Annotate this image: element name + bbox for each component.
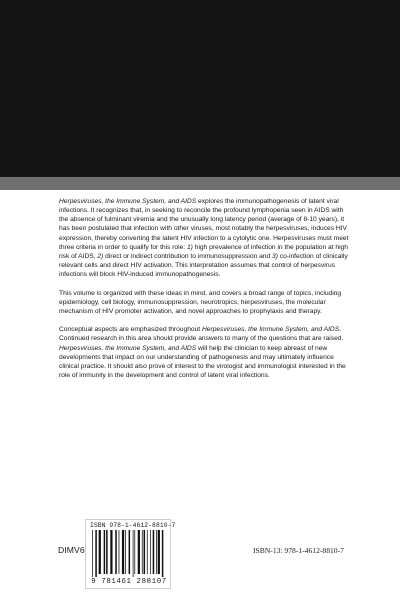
isbn-13-label: ISBN-13: 978-1-4612-8810-7 xyxy=(253,546,344,555)
barcode-bar xyxy=(144,530,146,574)
barcode-bars xyxy=(92,530,166,577)
barcode-bar xyxy=(125,530,126,574)
barcode-bar xyxy=(95,530,97,577)
imprint-code: DIMV6 xyxy=(58,545,85,555)
barcode-bar xyxy=(115,530,117,574)
description-paragraph-1: Herpesviruses, the Immune System, and AIDS explores the immunopathogenesis of latent viral infections. It recognizes that, in seeking to reconcile the profound lymphopenia seen in AIDS with the absence of fulminant viremia and the unusually long latency period (average of 8-10 years), it has been postulated that infection with other viruses, most notably the herpesviruses, induces HIV expression, thereby converting the latent HIV infection to a cytolytic one. Herpesviruses must meet three criteria in order to qualify for this role: 1) high prevalence of infection in the population at high risk of AIDS, 2) direct or indirect contribution to immunosuppression and 3) co-infection of clinically relevant cells and direct HIV activation. This interpretation assumes that control of herpesvirus infections will block HIV-induced immunopathogenesis. xyxy=(59,198,349,279)
description-paragraph-2: This volume is organized with these ideas in mind, and covers a broad range of topics, including epidemiology, cell biology, immunosuppression, neurotropics, herpesviruses, the molecular mechanism of HIV promoter activation, and novel approaches to prophylaxis and therapy. xyxy=(59,289,342,315)
barcode-bar xyxy=(110,530,112,574)
barcode-bar xyxy=(158,530,160,574)
barcode-bar xyxy=(104,530,106,574)
barcode-bar xyxy=(122,530,124,574)
description-paragraph-3: Conceptual aspects are emphasized throughout Herpesviruses, the Immune System, and AIDS. Continued research in this area should provide answers to many of the questions that are raised. Herpesviruses, the Immune System, and AIDS will help the clinician to keep abreast of new developments that impact on our understanding of pathogenesis and may ultimately influence clinical practice. It should also prove of interest to the virologist and immunologist interested in the role of immunity in the development and control of latent viral infections. xyxy=(59,326,346,380)
barcode-bar xyxy=(106,530,108,574)
barcode-bar xyxy=(99,530,101,574)
barcode-bar xyxy=(129,530,131,574)
barcode-bar xyxy=(147,530,148,574)
barcode-bar xyxy=(119,530,120,574)
barcode-bar xyxy=(153,530,155,574)
barcode-bar xyxy=(162,530,164,577)
back-cover-description xyxy=(59,197,351,380)
barcode-bar xyxy=(156,530,157,574)
cover-gray-stripe xyxy=(0,177,400,190)
isbn-barcode xyxy=(85,519,176,589)
barcode-bar xyxy=(92,530,93,577)
barcode-bar xyxy=(150,530,151,574)
barcode-digits: 9 781461 288107 xyxy=(91,578,167,586)
barcode-bar xyxy=(138,530,140,574)
barcode-bar xyxy=(133,530,134,577)
barcode-isbn-text: ISBN 978-1-4612-8810-7 xyxy=(90,522,176,529)
cover-top-dark-band xyxy=(0,0,400,177)
barcode-bar xyxy=(134,530,135,574)
barcode-bar xyxy=(142,530,143,574)
